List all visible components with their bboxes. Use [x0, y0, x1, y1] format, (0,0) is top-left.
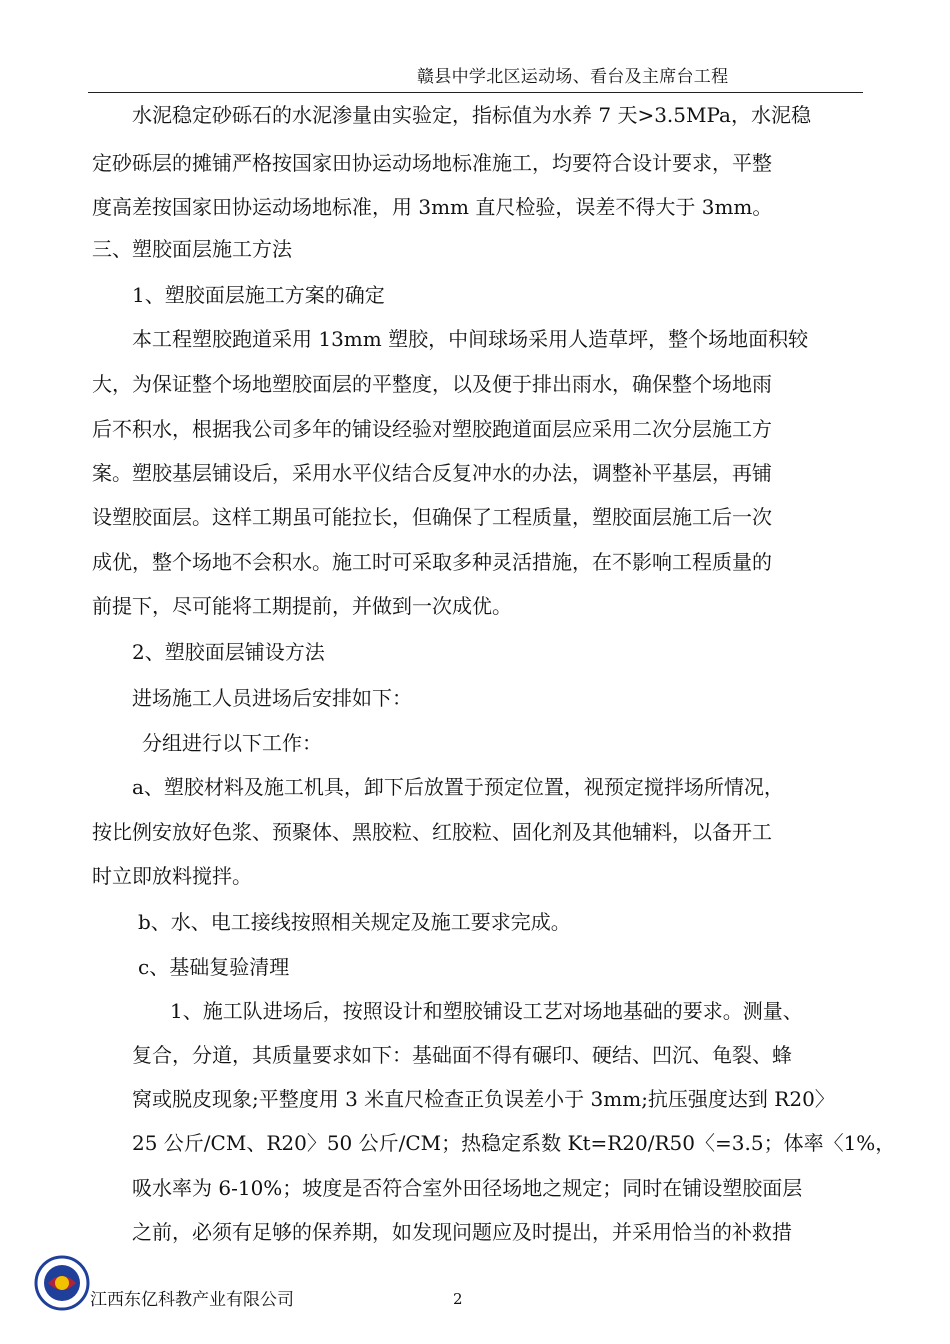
header-divider	[88, 92, 863, 93]
body-line: 时立即放料搅拌。	[92, 864, 252, 888]
body-line: 案。塑胶基层铺设后，采用水平仪结合反复冲水的办法，调整补平基层，再铺	[92, 461, 772, 485]
body-line: 度高差按国家田协运动场地标准，用 3mm 直尺检验，误差不得大于 3mm。	[92, 195, 773, 219]
body-line: 前提下，尽可能将工期提前，并做到一次成优。	[92, 594, 512, 618]
list-item: b、水、电工接线按照相关规定及施工要求完成。	[138, 910, 571, 934]
body-line: 设塑胶面层。这样工期虽可能拉长，但确保了工程质量，塑胶面层施工后一次	[92, 505, 772, 529]
page-number: 2	[453, 1290, 463, 1308]
body-line: 吸水率为 6-10%；坡度是否符合室外田径场地之规定；同时在铺设塑胶面层	[132, 1176, 803, 1200]
body-line: 本工程塑胶跑道采用 13mm 塑胶，中间球场采用人造草坪，整个场地面积较	[132, 327, 809, 351]
body-line: 复合，分道，其质量要求如下：基础面不得有碾印、硬结、凹沉、龟裂、蜂	[132, 1043, 792, 1067]
subsection-heading: 2、塑胶面层铺设方法	[132, 640, 325, 664]
body-line: 分组进行以下工作：	[142, 731, 322, 755]
company-seal-logo-icon	[34, 1255, 90, 1311]
body-line: 定砂砾层的摊铺严格按国家田协运动场地标准施工，均要符合设计要求，平整	[92, 151, 772, 175]
list-item: c、基础复验清理	[138, 955, 290, 979]
body-line: 按比例安放好色浆、预聚体、黑胶粒、红胶粒、固化剂及其他辅料，以备开工	[92, 820, 772, 844]
body-line: 之前，必须有足够的保养期，如发现问题应及时提出，并采用恰当的补救措	[132, 1220, 792, 1244]
body-line: 成优，整个场地不会积水。施工时可采取多种灵活措施，在不影响工程质量的	[92, 550, 772, 574]
list-item: 1、施工队进场后，按照设计和塑胶铺设工艺对场地基础的要求。测量、	[170, 999, 803, 1023]
body-line: 进场施工人员进场后安排如下：	[132, 686, 412, 710]
section-heading: 三、塑胶面层施工方法	[92, 237, 292, 261]
list-item: a、塑胶材料及施工机具，卸下后放置于预定位置，视预定搅拌场所情况，	[132, 775, 784, 799]
body-line: 后不积水，根据我公司多年的铺设经验对塑胶跑道面层应采用二次分层施工方	[92, 417, 772, 441]
body-line: 窝或脱皮现象;平整度用 3 米直尺检查正负误差小于 3mm;抗压强度达到 R20〉	[132, 1087, 835, 1111]
subsection-heading: 1、塑胶面层施工方案的确定	[132, 283, 385, 307]
page-header-title: 赣县中学北区运动场、看台及主席台工程	[417, 67, 729, 87]
footer-company-name: 江西东亿科教产业有限公司	[90, 1290, 294, 1310]
body-line: 水泥稳定砂砾石的水泥渗量由实验定，指标值为水养 7 天>3.5MPa，水泥稳	[132, 103, 811, 127]
body-line: 25 公斤/CM、R20〉50 公斤/CM；热稳定系数 Kt=R20/R50〈=3.5；体率〈1%，	[132, 1131, 896, 1155]
body-line: 大，为保证整个场地塑胶面层的平整度，以及便于排出雨水，确保整个场地雨	[92, 372, 772, 396]
